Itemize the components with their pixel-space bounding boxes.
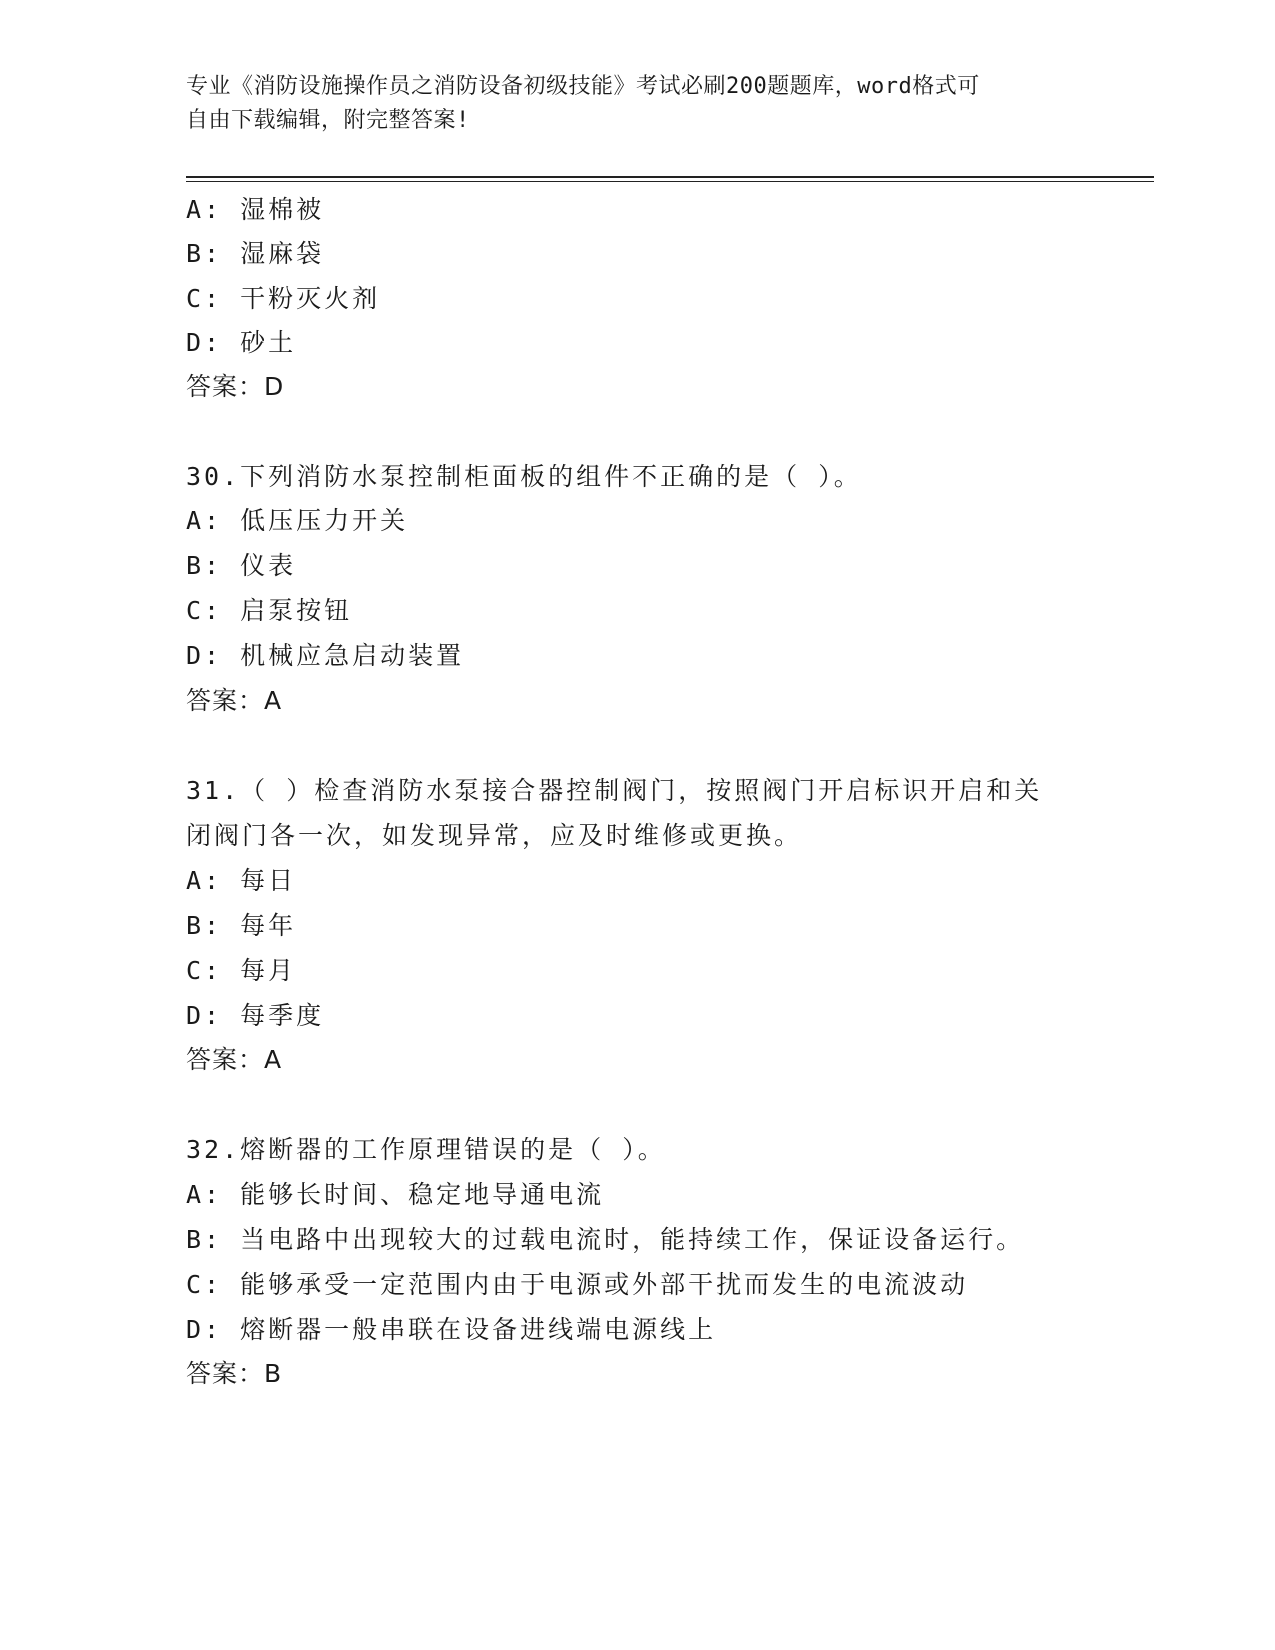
q29-answer: 答案：D [186,372,285,401]
q30-answer: 答案：A [186,686,283,715]
q30-option-c: C: 启泵按钮 [186,596,353,625]
header-divider-thin [186,181,1154,182]
document-header [186,70,1066,138]
q29-option-a: A: 湿棉被 [186,195,325,224]
q29-option-b: B: 湿麻袋 [186,239,325,268]
q32-answer: 答案：B [186,1359,283,1388]
q30-option-d: D: 机械应急启动装置 [186,641,465,670]
q32-stem: 32.熔断器的工作原理错误的是（ ）。 [186,1135,666,1164]
q32-option-b: B: 当电路中出现较大的过载电流时，能持续工作，保证设备运行。 [186,1225,1025,1254]
header-title-line-2: 自由下载编辑，附完整答案! [186,108,470,133]
q32-option-c: C: 能够承受一定范围内由于电源或外部干扰而发生的电流波动 [186,1270,969,1299]
q31-stem-line-2: 闭阀门各一次，如发现异常，应及时维修或更换。 [186,821,803,850]
q32-option-a: A: 能够长时间、稳定地导通电流 [186,1180,605,1209]
q31-option-b: B: 每年 [186,911,297,940]
q29-option-c: C: 干粉灭火剂 [186,284,381,313]
header-title-line-1: 专业《消防设施操作员之消防设备初级技能》考试必刷200题题库，word格式可 [186,74,980,99]
q29-option-d: D: 砂土 [186,328,297,357]
header-divider-thick [186,176,1154,178]
q31-option-c: C: 每月 [186,956,297,985]
q30-stem: 30.下列消防水泵控制柜面板的组件不正确的是（ ）。 [186,462,862,491]
q31-option-d: D: 每季度 [186,1001,325,1030]
q31-stem-line-1: 31.（ ）检查消防水泵接合器控制阀门，按照阀门开启标识开启和关 [186,776,1043,805]
q32-option-d: D: 熔断器一般串联在设备进线端电源线上 [186,1315,717,1344]
q31-option-a: A: 每日 [186,866,297,895]
q30-option-a: A: 低压压力开关 [186,506,409,535]
q30-option-b: B: 仪表 [186,551,297,580]
q31-answer: 答案：A [186,1045,283,1074]
